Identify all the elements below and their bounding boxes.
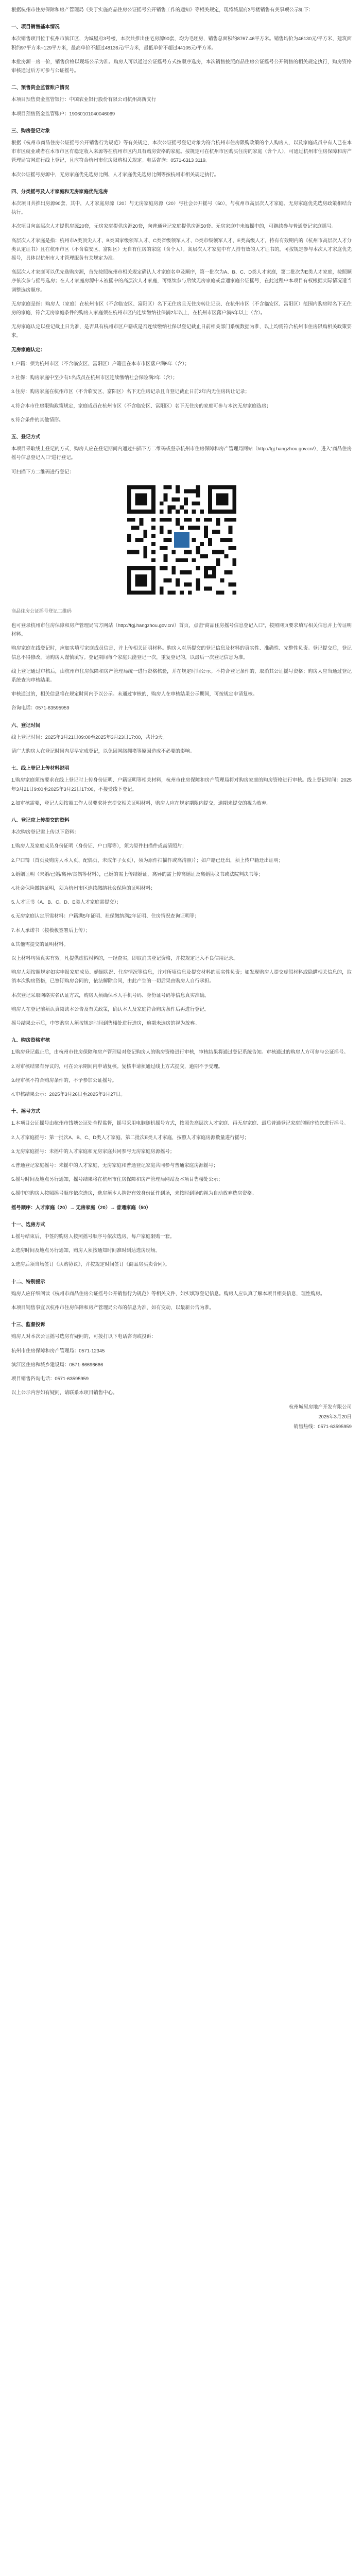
section-5-paragraph: 购房家庭在线登记时，应如实填写家庭成员信息，并上传相关证明材料。购房人对所提交的登记信息及材料的真实性、准确性、完整性负责。登记提交后，登记信息不得修改，请购房人谨慎填写。登记期间每个家庭只能登记一次，重复登记的，以最后一次登记信息为准。	[11, 645, 352, 660]
section-5-paragraph: 本项目采取线上登记的方式，购房人应在登记期间内通过扫描下方二维码或登录杭州市住房保障和房产管理局网站（http://fgj.hangzhou.gov.cn/），进入“商品住房摇号信息登记入口”进行登记。	[11, 446, 352, 461]
intro-paragraph: 根据杭州市住房保障和房产管理局《关于实施商品住房公证摇号公开销售工作的通知》等相关规定，现将城屋府3号楼销售有关事项公示如下：	[11, 7, 314, 12]
complaint-phone: 滨江区住房和城乡建设局：0571-86696666	[11, 1361, 103, 1367]
section-8-note: 本次登记采取网络实名认证方式，购房人须确保本人手机号码、身份证号码等信息真实准确。	[11, 992, 210, 998]
account-line: 本项目预售资金监管账户：19060101040046069	[11, 110, 115, 116]
section-10-paragraph: 3.无房家庭摇号：未摇中的人才家庭和无房家庭共同参与无房家庭房源摇号；	[11, 1148, 175, 1154]
section-7-paragraph: 1.购房家庭须按要求在线上登记时上传身份证明、户籍证明等相关材料，杭州市住房保障和房产管理局将对购房家庭的购房资格进行审核。线上登记时间：2025年3月21日9:00至2025年3月23日17:00，不接受线下登记。	[11, 777, 352, 792]
section-3-paragraph: 根据《杭州市商品住房公证摇号公开销售行为规范》等有关规定，本次公证摇号登记对象为符合杭州市住房限购政策的个人购房人，以及家庭成员中有人已在本市市区就业或者在本市市区有稳定收入来源等在杭州市区内具有购房资格的家庭。按规定可在杭州市区购买住房的家庭（含个人），可通过杭州市住房保障和房产管理局官网进行线上登记，且应符合杭州市住房限购相关规定。电话咨询：0571-6313 3119。	[11, 140, 352, 163]
sales-hotline-label: 销售热线：	[293, 1423, 318, 1429]
section-8-list-item: 8.其他需提交的证明材料。	[11, 941, 68, 947]
complaint-phone: 杭州市住房保障和房产管理局：0571-12345	[11, 1347, 105, 1353]
section-4-list-item: 3.住房：购房家庭在杭州市区（不含临安区、富阳区）名下无住房记录且自登记截止日前2年内无住房转让记录；	[11, 388, 250, 395]
section-13-paragraph: 以上公示内容如有疑问，请联系本项目销售中心。	[11, 1389, 118, 1396]
section-5-title: 五、登记方式	[11, 433, 41, 439]
qr-code-container	[11, 481, 352, 599]
sales-hotline	[11, 1422, 352, 1431]
section-4-list-item: 4.符合本市住房限购政策规定，家庭成员在杭州市区（不含临安区、富阳区）名下无住房的家庭可参与本次无房家庭选房；	[11, 402, 271, 409]
section-8-note: 摇号结果公示后，中签购房人须按规定时间到售楼处进行选房，逾期未选房的视为放弃。	[11, 1020, 200, 1026]
section-9-paragraph: 2.对审核结果有异议的，可在公示期间内申请复核。复核申请须通过线上方式提交，逾期不予受理。	[11, 1063, 223, 1069]
section-8-note: 购房人须按照规定如实申报家庭成员、婚姻状况、住房情况等信息，并对所填信息及提交材料的真实性负责；如发现购房人提交虚假材料或隐瞒相关信息的，取消本次购房资格，已签订购房合同的，依法解除合同，由此产生的一切后果由购房人自行承担。	[11, 969, 352, 984]
section-13-title: 十三、监督投诉	[11, 1321, 45, 1328]
section-8-list-item: 3.婚姻证明（未婚/已婚/离异/丧偶等材料），已婚的需上传结婚证，离异的需上传离婚证及离婚协议书或法院判决书等；	[11, 871, 264, 877]
section-12-paragraph: 本项目销售事宜以杭州市住房保障和房产管理局公布的信息为准，如有变动，以最新公告为准。	[11, 1304, 214, 1311]
section-8-list-item: 5.人才证书（A、B、C、D、E类人才家庭需提交）；	[11, 899, 122, 905]
draw-order: 摇号顺序：人才家庭（20）→ 无房家庭（20）→ 普通家庭（50）	[11, 1204, 151, 1210]
section-8-intro: 本次购房登记需上传以下资料：	[11, 829, 79, 835]
section-4-paragraph: 无房家庭是指：购房人（家庭）在杭州市区（不含临安区、富阳区）名下无住房且无住房转让记录、在杭州市区（不含临安区、富阳区）范围内购房时名下无住房的家庭，符合无房家庭条件的购房人家庭须在杭州市区内连续缴纳社保满2年以上，在杭州市区落户满5年以上（含）。	[11, 300, 352, 316]
issuer-company: 杭州城屋房地产开发有限公司	[289, 1403, 352, 1410]
section-4-paragraph: 高层次人才家庭是指：杭州市A类顶尖人才、B类国家级领军人才、C类省级领军人才、D类市级领军人才、E类高级人才，持有有效期内的《杭州市高层次人才分类认定证书》且在杭州市区（不含临安区、富阳区）无自有住房的家庭（含个人）。高层次人才家庭中有人持有效的人才证书的，可按规定参与本次人才家庭优先摇号，具体以杭州市人才管理服务有关规定为准。	[11, 237, 352, 261]
section-11-paragraph: 1.摇号结束后，中签的购房人按照摇号顺序号依次选房，每户家庭限购一套。	[11, 1233, 175, 1240]
consult-phone: 咨询电话：0571-63595959	[11, 705, 70, 711]
section-11-paragraph: 2.选房时间及地点另行通知，购房人须按通知时间准时到达选房现场。	[11, 1247, 161, 1253]
section-4-paragraph: 无房家庭认定以登记截止日为准，是否具有杭州市区户籍或是否连续缴纳社保以登记截止日前相关部门系统数据为准，以上均需符合杭州市住房限购相关政策要求。	[11, 324, 352, 338]
registration-qr-code[interactable]	[123, 481, 240, 599]
section-10-paragraph: 5.摇号时间及地点另行通知，摇号结果将在杭州市住房保障和房产管理局网站及本项目售楼处公示；	[11, 1176, 223, 1182]
section-10-paragraph: 1.本项目公证摇号由杭州市钱塘公证处全程监督，摇号采用电脑随机摇号方式，按照先高层次人才家庭、再无房家庭、最后普通登记家庭的顺序依次进行摇号。	[11, 1120, 349, 1126]
section-8-title: 八、登记应上传提交的资料	[11, 817, 70, 823]
section-6-paragraph: 线上登记时间：2025年3月21日09:00至2025年3月23日17:00，共计3天。	[11, 734, 168, 740]
section-4-paragraph: 本次项目共推出房源90套，其中，人才家庭房源（20）与无房家庭房源（20）与社会公开摇号（50），与杭州市高层次人才家庭、无房家庭优先选房政策相结合执行。	[11, 200, 352, 215]
issue-date: 2025年3月20日	[318, 1413, 352, 1419]
section-10-paragraph: 6.摇中的购房人按照摇号顺序依次选房，选房须本人携带有效身份证件到场，未按时到场的视为自动放弃选房资格。	[11, 1190, 257, 1196]
section-4-list-item: 1.户籍：须为杭州市区（不含临安区、富阳区）户籍且在本市市区落户满5年（含）；	[11, 360, 189, 366]
section-9-paragraph: 1.购房登记截止后，由杭州市住房保障和房产管理局对登记购房人的购房资格进行审核，审核结果将通过登记系统告知。审核通过的购房人方可参与公证摇号。	[11, 1049, 349, 1055]
section-4-list-item: 2.社保：购房家庭中至少有1名成员在杭州市区连续缴纳社会保险满2年（含）；	[11, 375, 178, 381]
section-8-list-item: 2.户口簿（首页及购房人本人页、配偶页、未成年子女页），须为原件扫描件或高清照片；如户籍已迁出，须上传户籍迁出证明；	[11, 857, 284, 863]
section-1-paragraph: 本批房源一房一价，销售价格以现场公示为准。购房人可以通过公证摇号方式按顺序选房，本次销售按照商品住房公证摇号公开销售的相关规定执行，购房资格审核通过后方可参与公证摇号。	[11, 58, 352, 74]
section-10-paragraph: 4.普通登记家庭摇号：未摇中的人才家庭、无房家庭和普通登记家庭共同参与普通家庭房源摇号；	[11, 1162, 218, 1168]
section-8-note: 以上材料均须真实有效。凡提供虚假材料的，一经查实，即取消其登记资格，并按规定记入不良信用记录。	[11, 955, 238, 961]
section-8-list-item: 7.本人承诺书（按模板签署后上传）；	[11, 927, 91, 933]
section-4-paragraph: 本次项目向高层次人才提供房源20套，无房家庭提供房源20套，向普通登记家庭提供房源50套。无房家庭中未被摇中的，可继续参与普通登记家庭摇号。	[11, 223, 337, 229]
section-6-title: 六、登记时间	[11, 722, 41, 728]
section-8-list-item: 6.无房家庭认定所需材料：户籍满5年证明、社保缴纳满2年证明、住房情况查询证明等；	[11, 913, 200, 919]
section-8-list-item: 4.社会保险缴纳证明，须为杭州市区连续缴纳社会保险的证明材料；	[11, 885, 155, 891]
complaint-phone: 项目销售咨询电话：0571-63595959	[11, 1376, 89, 1382]
section-7-title: 七、线上登记上传材料说明	[11, 765, 70, 771]
section-5-paragraph: 可扫描下方二维码进行登记：	[11, 468, 74, 474]
section-11-paragraph: 3.选房后须当场签订《认购协议》，并按规定时间签订《商品房买卖合同》。	[11, 1261, 170, 1267]
logo-icon	[174, 532, 189, 548]
qr-caption: 商品住房公证摇号登记二维码	[11, 608, 72, 614]
section-9-paragraph: 4.审核结果公示：2025年3月26日至2025年3月27日。	[11, 1091, 126, 1097]
section-9-paragraph: 3.经审核不符合购房条件的，不予参加公证摇号。	[11, 1077, 117, 1083]
section-12-title: 十二、特别提示	[11, 1278, 45, 1284]
section-10-title: 十、摇号方式	[11, 1108, 41, 1114]
section-3-paragraph: 本次公证摇号房源中，无房家庭优先选房比例、人才家庭优先选房比例等按杭州市相关规定执行。	[11, 171, 219, 177]
section-1-title: 一、项目销售基本情况	[11, 24, 60, 30]
section-9-title: 九、购房资格审核	[11, 1037, 50, 1043]
section-4-list-title: 无房家庭认定：	[11, 346, 45, 352]
section-11-title: 十一、选房方式	[11, 1221, 45, 1227]
bank-line: 本项目预售资金监管银行：中国农业银行股份有限公司杭州高新支行	[11, 96, 157, 103]
section-13-paragraph: 购房人对本次公证摇号选房有疑问的，可拨打以下电话咨询或投诉：	[11, 1333, 157, 1340]
section-5-paragraph: 审核通过的，相关信息将在规定时间内予以公示。未通过审核的，购房人在审核结果公示期间，可按规定申请复核。	[11, 691, 258, 697]
section-4-paragraph: 高层次人才家庭可以优先选购房源，首先按照杭州市相关规定确认人才家庭名单及顺序，第一批次为A、B、C、D类人才家庭，第二批次为E类人才家庭，按照顺序依次参与摇号选房；在人才家庭房源中未被摇中的高层次人才家庭，可继续参与后续无房家庭或普通家庭公证摇号，在此过程中本项目有权根据实际情况适当调整选房顺序。	[11, 269, 352, 293]
section-3-title: 三、购房登记对象	[11, 127, 50, 133]
sales-hotline-number[interactable]: 0571-63595959	[318, 1423, 352, 1429]
section-5-paragraph: 线上登记通过审核后，由杭州市住房保障和房产管理局统一进行资格核验，并在规定时间公示。不符合登记条件的，取消其公证摇号资格；购房人应当通过登记系统查询审核结果。	[11, 668, 352, 683]
section-4-list-item: 5.符合条件的其他情形。	[11, 416, 64, 422]
section-4-title: 四、分类摇号及人才家庭和无房家庭优先选房	[11, 188, 108, 194]
section-12-paragraph: 购房人应仔细阅读《杭州市商品住房公证摇号公开销售行为规范》等相关文件，如实填写登记信息。购房人应认真了解本项目相关信息，理性购房。	[11, 1290, 325, 1296]
section-7-paragraph: 2.如审核需要，登记人须按照工作人员要求补充提交相关证明材料，购房人应在规定期限内提交，逾期未提交的视为放弃。	[11, 800, 271, 806]
section-1-paragraph: 本次销售项目位于杭州市滨江区，为城屋府3号楼，本次共推出住宅房源90套，均为毛坯房，销售总面积约8767.46平方米。销售均价为46130元/平方米，建筑面积约97平方米~129平方米，最高单价不超过48136元/平方米，最低单价不超过44105元/平方米。	[11, 36, 352, 50]
section-8-list-item: 1.购房人及家庭成员身份证明（身份证、户口簿等），须为原件扫描件或高清照片；	[11, 843, 187, 849]
section-2-title: 二、预售资金监管账户情况	[11, 84, 70, 91]
section-8-note: 购房人在登记前须认真阅读本公告及有关政策，确认本人及家庭符合购房条件后再进行登记。	[11, 1006, 210, 1012]
section-6-paragraph: 请广大购房人在登记时间内尽早完成登记，以免因网络拥堵等原因造成不必要的影响。	[11, 748, 195, 754]
section-5-paragraph: 也可登录杭州市住房保障和房产管理局官方网站（http://fgj.hangzhou.gov.cn/）首页，点击“商品住房摇号信息登记入口”，按照网页要求填写相关信息并上传证明材料。	[11, 622, 352, 637]
section-10-paragraph: 2.人才家庭摇号：第一批次A、B、C、D类人才家庭，第二批次E类人才家庭，按照人才家庭房源数量进行摇号；	[11, 1134, 249, 1140]
